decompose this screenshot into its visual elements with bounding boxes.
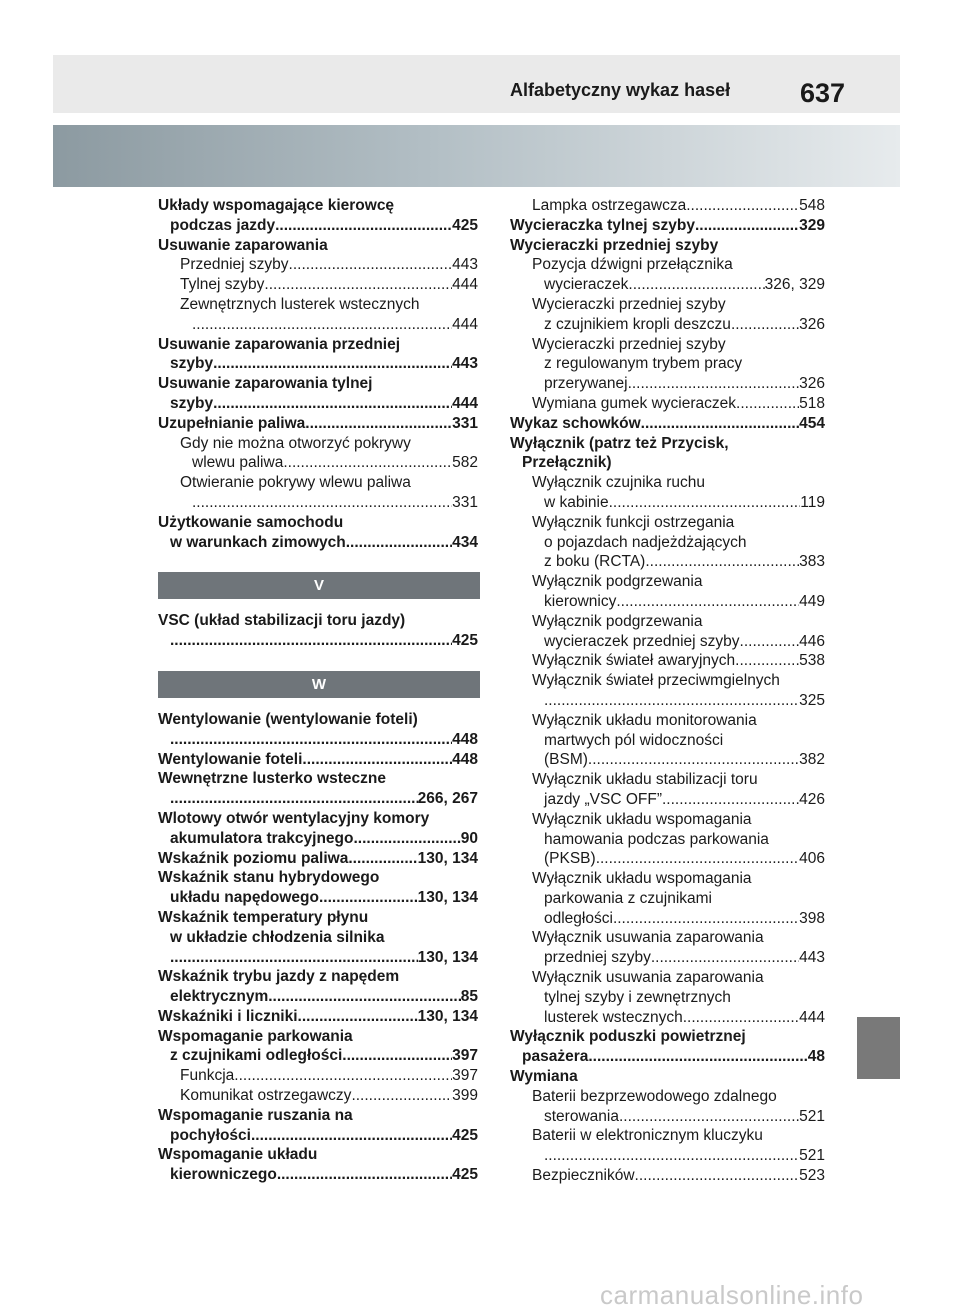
entry-text: Wentylowanie (wentylowanie foteli)	[158, 710, 418, 728]
index-entry	[158, 295, 478, 315]
page-reference[interactable]: 398	[799, 909, 825, 927]
entry-text: jazdy „VSC OFF”	[544, 790, 662, 808]
entry-text: z czujnikiem kropli deszczu	[544, 315, 731, 333]
entry-text: Użytkowanie samochodu	[158, 513, 344, 531]
index-entry	[158, 611, 478, 631]
page-reference[interactable]: 326	[799, 315, 825, 333]
index-entry	[158, 948, 478, 968]
entry-text: Przełącznik)	[522, 454, 612, 472]
entry-text: Usuwanie zaparowania tylnej	[158, 375, 373, 393]
dot-leader	[192, 315, 452, 335]
entry-text: kierowniczego	[170, 1166, 277, 1184]
page-reference[interactable]: 444	[452, 315, 478, 333]
dot-leader	[348, 849, 417, 869]
entry-text: (BSM)	[544, 751, 588, 769]
index-entry	[510, 275, 825, 295]
page-reference[interactable]: 399	[452, 1087, 478, 1105]
index-entry	[510, 968, 825, 988]
entry-text: Wycieraczki przedniej szyby	[532, 295, 726, 313]
page-reference[interactable]: 448	[452, 750, 478, 768]
dot-leader	[628, 275, 764, 295]
index-entry	[158, 236, 478, 256]
page-reference[interactable]: 582	[452, 454, 478, 472]
dot-leader	[588, 1047, 807, 1067]
index-entry	[510, 354, 825, 374]
page-reference[interactable]: 119	[800, 493, 825, 511]
page-reference[interactable]: 326	[799, 375, 825, 393]
dot-leader	[613, 909, 799, 929]
dot-leader	[251, 1126, 452, 1146]
section-title: Alfabetyczny wykaz haseł	[510, 80, 731, 100]
index-entry	[158, 275, 478, 295]
dot-leader	[735, 651, 799, 671]
index-entry	[510, 1166, 825, 1186]
index-entry	[510, 335, 825, 355]
entry-text: z regulowanym trybem pracy	[544, 355, 743, 373]
entry-text: Wyłącznik usuwania zaparowania	[532, 969, 764, 987]
index-entry	[510, 691, 825, 711]
index-entry	[510, 1107, 825, 1127]
index-entry	[158, 987, 478, 1007]
entry-text: Lampka ostrzegawcza	[532, 197, 687, 214]
page-reference[interactable]: 397	[452, 1047, 478, 1065]
dot-leader	[736, 394, 799, 414]
page-reference[interactable]: 425	[452, 216, 478, 234]
dot-leader	[619, 1107, 799, 1127]
entry-text: wycieraczek	[544, 276, 629, 294]
page-reference[interactable]: 454	[799, 414, 825, 432]
index-entry	[158, 829, 478, 849]
page-reference[interactable]: 518	[799, 394, 825, 412]
entry-text: Wspomaganie parkowania	[158, 1027, 353, 1045]
dot-leader	[596, 849, 799, 869]
dot-leader	[645, 552, 799, 572]
index-entry	[510, 731, 825, 751]
index-entry	[158, 928, 478, 948]
entry-text: Tylnej szyby	[180, 276, 265, 294]
dot-leader	[588, 750, 799, 770]
page-reference[interactable]: 425	[452, 1126, 478, 1144]
index-entry	[158, 414, 478, 434]
dot-leader	[302, 750, 452, 770]
dot-leader	[170, 789, 418, 809]
dot-leader	[170, 631, 452, 651]
entry-text: przedniej szyby	[544, 949, 651, 967]
index-entry	[510, 1087, 825, 1107]
index-entry	[510, 295, 825, 315]
entry-text: Wycieraczki przedniej szyby	[510, 236, 719, 254]
entry-text: Wskaźniki i liczniki	[158, 1007, 298, 1025]
dot-leader	[277, 1165, 452, 1185]
index-entry	[510, 1008, 825, 1028]
page-reference[interactable]: 331	[452, 493, 478, 511]
entry-text: (PKSB)	[544, 850, 596, 868]
page-reference[interactable]: 48	[807, 1048, 825, 1066]
index-entry	[510, 651, 825, 671]
index-entry	[510, 453, 825, 473]
entry-text: Wymiana gumek wycieraczek	[532, 394, 737, 412]
dot-leader	[346, 533, 452, 553]
index-entry	[510, 849, 825, 869]
dot-leader	[275, 216, 452, 236]
dot-leader	[609, 493, 801, 513]
entry-text: Wlotowy otwór wentylacyjny komory	[158, 809, 430, 827]
entry-text: w układzie chłodzenia silnika	[170, 928, 385, 946]
index-entry	[510, 889, 825, 909]
entry-text: Przedniej szyby	[180, 256, 289, 274]
entry-text: Pozycja dźwigni przełącznika	[532, 256, 733, 274]
entry-text: VSC (układ stabilizacji toru jazdy)	[158, 612, 406, 630]
index-entry	[158, 967, 478, 987]
index-entry	[510, 493, 825, 513]
entry-text: Gdy nie można otworzyć pokrywy	[180, 434, 411, 452]
index-entry	[510, 1027, 825, 1047]
entry-text: Funkcja	[180, 1067, 235, 1085]
dot-leader	[740, 632, 800, 652]
page-reference[interactable]: 130, 134	[417, 1007, 478, 1025]
index-entry	[158, 809, 478, 829]
entry-text: Wskaźnik trybu jazdy z napędem	[158, 968, 400, 986]
dot-leader	[289, 255, 453, 275]
entry-text: Wentylowanie foteli	[158, 750, 303, 768]
index-entry	[510, 414, 825, 434]
index-entry	[158, 493, 478, 513]
index-entry	[510, 216, 825, 236]
page-reference[interactable]: 434	[452, 533, 478, 551]
page-reference[interactable]: 443	[452, 355, 478, 373]
index-entry	[510, 315, 825, 335]
page-reference[interactable]: 425	[452, 632, 478, 650]
index-column-left	[158, 196, 478, 1185]
entry-text: szyby	[170, 355, 214, 373]
index-entry	[510, 552, 825, 572]
entry-text: z boku (RCTA)	[544, 553, 646, 571]
dot-leader	[283, 453, 452, 473]
page-reference[interactable]: 383	[799, 553, 825, 571]
dot-leader	[544, 1146, 799, 1166]
page-reference[interactable]: 90	[460, 829, 478, 847]
page-reference[interactable]: 523	[799, 1167, 825, 1185]
dot-leader	[353, 829, 460, 849]
dot-leader	[268, 987, 461, 1007]
entry-text: Wskaźnik temperatury płynu	[158, 908, 369, 926]
index-entry	[510, 394, 825, 414]
entry-text: Usuwanie zaparowania przedniej	[158, 335, 401, 353]
index-entry	[510, 830, 825, 850]
index-entry	[158, 908, 478, 928]
entry-text: Baterii w elektronicznym kluczyku	[532, 1127, 763, 1145]
page-reference[interactable]: 130, 134	[417, 889, 478, 907]
entry-text: układu napędowego	[170, 889, 319, 907]
index-entry	[510, 255, 825, 275]
index-entry	[158, 533, 478, 553]
page-reference[interactable]: 444	[799, 1008, 825, 1026]
index-entry	[510, 810, 825, 830]
index-entry	[158, 1145, 478, 1165]
index-entry	[510, 196, 825, 216]
entry-text: podczas jazdy	[170, 216, 276, 234]
decorative-band	[53, 125, 900, 187]
index-entry	[510, 513, 825, 533]
letter-heading: W	[158, 671, 480, 698]
entry-text: tylnej szyby i zewnętrznych	[544, 988, 731, 1006]
index-entry	[158, 750, 478, 770]
entry-text: Usuwanie zaparowania	[158, 236, 328, 254]
index-entry	[158, 513, 478, 533]
entry-text: Wyłącznik podgrzewania	[532, 573, 703, 591]
dot-leader	[683, 1008, 799, 1028]
index-entry	[158, 434, 478, 454]
page-reference[interactable]: 521	[799, 1147, 825, 1165]
page-reference[interactable]: 444	[452, 394, 478, 412]
entry-text: Wycieraczki przedniej szyby	[532, 335, 726, 353]
entry-text: o pojazdach nadjeżdżających	[544, 533, 747, 551]
index-column-right	[510, 196, 825, 1186]
dot-leader	[628, 374, 800, 394]
entry-text: Wyłącznik podgrzewania	[532, 612, 703, 630]
entry-text: Wskaźnik poziomu paliwa	[158, 849, 349, 867]
watermark: carmanualsonline.info	[600, 1280, 864, 1310]
entry-text: Otwieranie pokrywy wlewu paliwa	[180, 474, 411, 492]
entry-text: kierownicy	[544, 592, 617, 610]
index-entry	[158, 1027, 478, 1047]
entry-text: lusterek wstecznych	[544, 1008, 683, 1026]
page-reference[interactable]: 538	[799, 652, 825, 670]
index-entry	[510, 632, 825, 652]
entry-text: pochyłości	[170, 1126, 251, 1144]
index-entry	[510, 374, 825, 394]
index-entry	[158, 789, 478, 809]
page-reference[interactable]: 444	[452, 276, 478, 294]
index-entry	[510, 928, 825, 948]
page-reference[interactable]: 329	[799, 216, 825, 234]
entry-text: Uzupełnianie paliwa	[158, 414, 306, 432]
entry-text: Wspomaganie ruszania na	[158, 1106, 353, 1124]
index-entry	[158, 335, 478, 355]
index-entry	[510, 869, 825, 889]
entry-text: wlewu paliwa	[192, 454, 284, 472]
page-reference[interactable]: 406	[799, 850, 825, 868]
entry-text: z czujnikami odległości	[170, 1047, 343, 1065]
entry-text: Bezpieczników	[532, 1167, 635, 1185]
page-reference[interactable]: 331	[452, 414, 478, 432]
entry-text: Komunikat ostrzegawczy	[180, 1087, 352, 1105]
index-entry	[510, 750, 825, 770]
index-entry	[510, 533, 825, 553]
index-entry	[158, 315, 478, 335]
index-entry	[158, 1046, 478, 1066]
page-reference[interactable]: 326, 329	[764, 276, 825, 294]
entry-text: Wyłącznik funkcji ostrzegania	[532, 513, 735, 531]
entry-text: akumulatora trakcyjnego	[170, 829, 354, 847]
entry-text: Wyłącznik układu stabilizacji toru	[532, 771, 758, 789]
entry-text: Wspomaganie układu	[158, 1146, 318, 1164]
page-reference[interactable]: 548	[799, 197, 825, 214]
entry-text: w kabinie	[544, 493, 609, 511]
index-entry	[510, 236, 825, 256]
index-entry	[158, 255, 478, 275]
page-reference[interactable]: 425	[452, 1166, 478, 1184]
index-entry	[158, 730, 478, 750]
dot-leader	[651, 948, 799, 968]
entry-text: szyby	[170, 394, 214, 412]
index-entry	[158, 631, 478, 651]
index-entry	[510, 572, 825, 592]
page-reference[interactable]: 446	[799, 632, 825, 650]
index-entry	[510, 711, 825, 731]
dot-leader	[662, 790, 799, 810]
index-entry	[158, 1165, 478, 1185]
index-entry	[158, 1007, 478, 1027]
index-entry	[510, 948, 825, 968]
page-reference[interactable]: 449	[799, 592, 825, 610]
dot-leader	[641, 414, 799, 434]
dot-leader	[305, 414, 452, 434]
entry-text: Wyłącznik poduszki powietrznej	[510, 1028, 746, 1046]
index-entry	[158, 769, 478, 789]
dot-leader	[695, 216, 799, 236]
entry-text: Wyłącznik (patrz też Przycisk,	[510, 434, 729, 452]
index-entry	[158, 888, 478, 908]
page-reference[interactable]: 397	[452, 1067, 478, 1085]
entry-text: Baterii bezprzewodowego zdalnego	[532, 1087, 777, 1105]
index-entry	[510, 1126, 825, 1146]
index-entry	[158, 216, 478, 236]
entry-text: parkowania z czujnikami	[544, 889, 712, 907]
dot-leader	[170, 948, 418, 968]
page-reference[interactable]: 130, 134	[417, 948, 478, 966]
index-entry	[158, 453, 478, 473]
index-entry	[510, 790, 825, 810]
entry-text: hamowania podczas parkowania	[544, 830, 769, 848]
entry-text: odległości	[544, 909, 613, 927]
dot-leader	[319, 888, 418, 908]
index-entry	[158, 196, 478, 216]
index-entry	[510, 909, 825, 929]
dot-leader	[686, 196, 799, 216]
index-entry	[158, 374, 478, 394]
dot-leader	[616, 592, 799, 612]
index-entry	[510, 1067, 825, 1087]
dot-leader	[234, 1066, 452, 1086]
entry-text: martwych pól widoczności	[544, 731, 724, 749]
index-entry	[158, 1066, 478, 1086]
entry-text: Wyłącznik świateł przeciwmgielnych	[532, 672, 780, 690]
entry-text: elektrycznym	[170, 988, 269, 1006]
page-reference[interactable]: 325	[799, 691, 825, 709]
entry-text: w warunkach zimowych	[170, 533, 346, 551]
entry-text: Wyłącznik układu wspomagania	[532, 810, 752, 828]
dot-leader	[264, 275, 452, 295]
index-entry	[510, 1146, 825, 1166]
index-entry	[158, 473, 478, 493]
dot-leader	[544, 691, 799, 711]
index-entry	[158, 868, 478, 888]
letter-heading: V	[158, 572, 480, 599]
dot-leader	[351, 1086, 452, 1106]
index-entry	[158, 1126, 478, 1146]
index-entry	[158, 1106, 478, 1126]
index-entry	[158, 1086, 478, 1106]
page-reference[interactable]: 85	[460, 988, 478, 1006]
index-entry	[158, 354, 478, 374]
dot-leader	[731, 315, 799, 335]
dot-leader	[342, 1046, 452, 1066]
page-reference[interactable]: 521	[799, 1107, 825, 1125]
entry-text: Wyłącznik układu wspomagania	[532, 870, 752, 888]
dot-leader	[170, 730, 452, 750]
entry-text: Wyłącznik układu monitorowania	[532, 711, 757, 729]
page-reference[interactable]: 130, 134	[417, 849, 478, 867]
dot-leader	[298, 1007, 418, 1027]
page-reference[interactable]: 443	[452, 256, 478, 274]
entry-text: przerywanej	[544, 375, 628, 393]
entry-text: Wyłącznik świateł awaryjnych	[532, 652, 736, 670]
dot-leader	[213, 394, 452, 414]
index-entry	[510, 1047, 825, 1067]
index-entry	[510, 592, 825, 612]
entry-text: Wyłącznik czujnika ruchu	[532, 474, 706, 492]
section-tab[interactable]	[857, 1017, 900, 1079]
index-entry	[158, 710, 478, 730]
index-entry	[158, 394, 478, 414]
entry-text: Wycieraczka tylnej szyby	[510, 216, 695, 234]
page-reference[interactable]: 426	[799, 790, 825, 808]
index-entry	[158, 849, 478, 869]
entry-text: wycieraczek przedniej szyby	[544, 632, 740, 650]
page-reference[interactable]: 443	[799, 949, 825, 967]
index-entry	[510, 770, 825, 790]
entry-text: Zewnętrznych lusterek wstecznych	[180, 295, 420, 313]
dot-leader	[635, 1166, 800, 1186]
entry-text: Wyłącznik usuwania zaparowania	[532, 929, 764, 947]
entry-text: Wymiana	[510, 1068, 578, 1086]
dot-leader	[213, 354, 452, 374]
page-reference[interactable]: 382	[799, 751, 825, 769]
index-entry	[510, 612, 825, 632]
entry-text: pasażera	[522, 1048, 589, 1066]
header-bar	[53, 55, 900, 113]
entry-text: Wewnętrzne lusterko wsteczne	[158, 770, 386, 788]
entry-text: Wykaz schowków	[510, 414, 641, 432]
page-reference[interactable]: 266, 267	[417, 790, 478, 808]
page-reference[interactable]: 448	[452, 730, 478, 748]
index-entry	[510, 434, 825, 454]
index-entry	[510, 473, 825, 493]
entry-text: sterowania	[544, 1107, 619, 1125]
entry-text: Układy wspomagające kierowcę	[158, 197, 395, 214]
index-entry	[510, 671, 825, 691]
entry-text: Wskaźnik stanu hybrydowego	[158, 869, 380, 887]
page-number: 637	[800, 78, 846, 108]
index-entry	[510, 988, 825, 1008]
dot-leader	[192, 493, 452, 513]
